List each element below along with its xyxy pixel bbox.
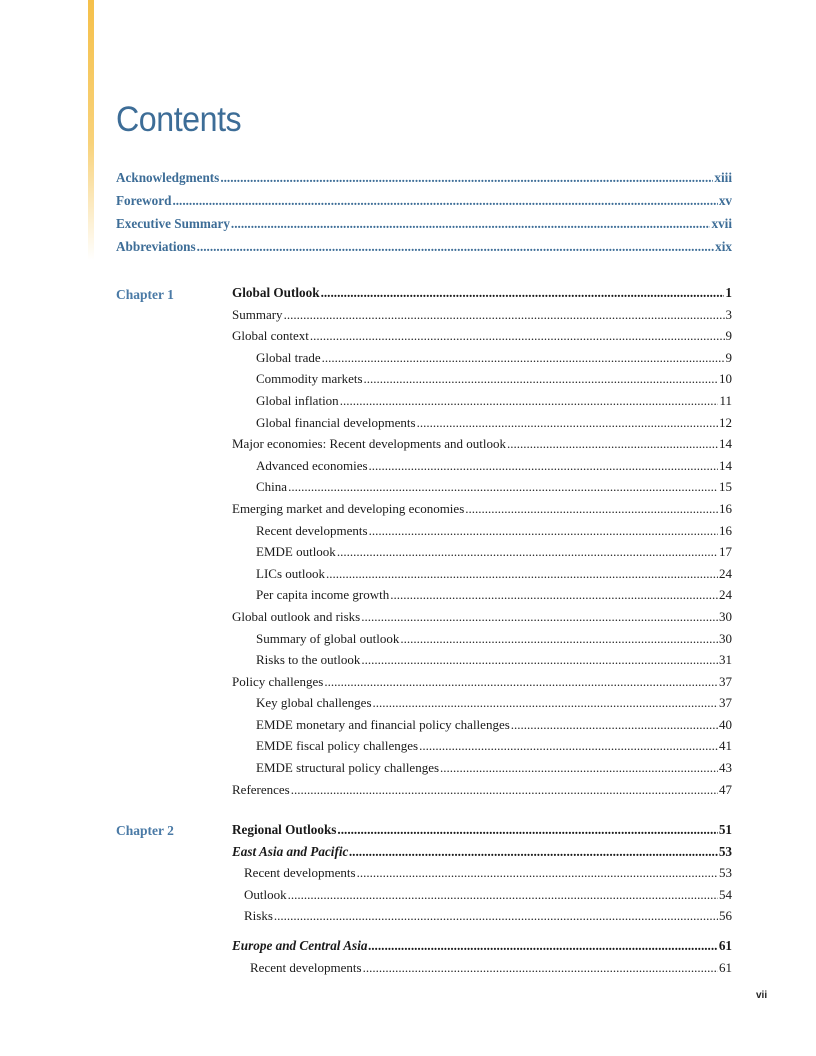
toc-page-number: 37 [719,673,732,689]
toc-entry[interactable] [232,609,732,631]
toc-entry-label: Global financial developments [256,414,416,430]
toc-page-number: 9 [725,328,732,344]
toc-entry[interactable] [232,908,732,930]
accent-bar [88,0,94,260]
toc-page-number: 12 [719,414,732,430]
chapter-2-entries [232,822,732,981]
toc-entry-label: Risks [244,908,273,924]
toc-page-number: 37 [719,695,732,711]
toc-entry[interactable] [232,674,732,696]
toc-entry[interactable] [232,285,732,307]
toc-entry[interactable] [232,782,732,804]
toc-entry-label: East Asia and Pacific [232,843,349,859]
toc-entry-label: Advanced economies [256,457,368,473]
toc-page-number: 47 [719,781,732,797]
chapter-label: Chapter 1 [116,287,174,302]
toc-entry-label: Europe and Central Asia [232,937,368,953]
toc-page-number: 11 [719,392,732,408]
toc-page-number: 15 [719,479,732,495]
toc-entry[interactable] [232,393,732,415]
chapter-label: Chapter 2 [116,823,174,838]
toc-entry-abbreviations[interactable] [116,239,732,262]
toc-page-number: 14 [719,436,732,452]
toc-page-number: 14 [719,457,732,473]
toc-entry[interactable] [232,887,732,909]
toc-entry-label: Global Outlook [232,285,320,300]
toc-entry[interactable] [232,501,732,523]
toc-page-number: 17 [719,544,732,560]
toc-entry-label: Foreword [116,193,172,208]
toc-entry-label: Recent developments [250,959,362,975]
toc-page-number: 53 [719,865,732,881]
toc-entry[interactable] [232,371,732,393]
toc-page-number: xix [715,239,732,254]
toc-entry-label: Summary of global outlook [256,630,400,646]
toc-entry-label: Abbreviations [116,239,196,254]
toc-entry-label: Per capita income growth [256,587,390,603]
toc-page-number: 3 [725,306,732,322]
toc-entry-label: Summary [232,306,283,322]
toc-page-number: xvii [711,216,732,231]
toc-page-number: 43 [719,760,732,776]
toc-entry[interactable] [232,544,732,566]
toc-entry-label: China [256,479,288,495]
toc-page-number: 53 [718,843,732,859]
toc-entry-label: Risks to the outlook [256,652,361,668]
toc-entry[interactable] [232,479,732,501]
toc-entry-label: Global context [232,328,309,344]
toc-entry-label: References [232,781,290,797]
toc-entry[interactable] [232,350,732,372]
toc-entry[interactable] [232,631,732,653]
toc-entry[interactable] [232,695,732,717]
toc-page-number: 31 [719,652,732,668]
toc-entry-label: Global inflation [256,392,339,408]
toc-page-number: 24 [719,587,732,603]
toc-entry[interactable] [232,865,732,887]
toc-entry[interactable] [232,652,732,674]
toc-entry[interactable] [232,717,732,739]
toc-entry-executive-summary[interactable] [116,216,732,239]
toc-entry[interactable] [232,822,732,844]
toc-entry-label: Acknowledgments [116,170,220,185]
toc-entry-label: Recent developments [256,522,368,538]
toc-entry[interactable] [232,523,732,545]
toc-page-number: 30 [719,608,732,624]
toc-entry-label: Recent developments [244,865,356,881]
chapter-1-entries [232,285,732,803]
toc-entry-label: Regional Outlooks [232,822,337,837]
toc-page-number: 16 [719,522,732,538]
toc-page-number: 51 [718,822,732,837]
toc-entry[interactable] [232,458,732,480]
toc-entry[interactable] [232,566,732,588]
toc-entry[interactable] [232,844,732,866]
toc-page-number: 16 [719,500,732,516]
toc-entry[interactable] [232,436,732,458]
toc-entry-label: Emerging market and developing economies [232,500,465,516]
toc-entry-label: Key global challenges [256,695,372,711]
toc-entry[interactable] [232,328,732,350]
toc-entry[interactable] [232,738,732,760]
toc-entry[interactable] [232,760,732,782]
toc-page-number: 54 [719,886,732,902]
toc-entry-foreword[interactable] [116,193,732,216]
toc-entry[interactable] [232,587,732,609]
toc-page-number: 61 [719,959,732,975]
toc-entry-acknowledgments[interactable] [116,170,732,193]
page-number: vii [756,990,768,1001]
toc-entry-label: Major economies: Recent developments and outlook [232,436,507,452]
toc-entry[interactable] [232,960,732,982]
toc-entry-label: Executive Summary [116,216,230,231]
toc-entry-label: Global trade [256,349,321,365]
toc-page-number: xv [718,193,732,208]
toc-page-number: 56 [719,908,732,924]
toc-page-number: 9 [725,349,732,365]
toc-page-number: xiii [714,170,732,185]
page-title: Contents [116,100,242,139]
toc-entry-label: EMDE outlook [256,544,336,560]
toc-page-number: 24 [719,565,732,581]
toc-page-number: 41 [719,738,732,754]
toc-entry-label: Commodity markets [256,371,363,387]
toc-entry-label: Outlook [244,886,287,902]
toc-entry-label: EMDE monetary and financial policy challenges [256,716,510,732]
toc-page-number: 61 [718,937,732,953]
toc-entry[interactable] [232,938,732,960]
toc-entry-label: LICs outlook [256,565,325,581]
toc-page-number: 30 [719,630,732,646]
toc-entry-label: Global outlook and risks [232,608,361,624]
toc-page-number: 1 [725,285,732,300]
toc-entry[interactable] [232,415,732,437]
toc-entry-label: EMDE fiscal policy challenges [256,738,419,754]
toc-entry-label: EMDE structural policy challenges [256,760,440,776]
toc-entry[interactable] [232,307,732,329]
toc-page-number: 10 [719,371,732,387]
toc-entry-label: Policy challenges [232,673,324,689]
toc-page-number: 40 [719,716,732,732]
front-matter-list [116,170,732,262]
